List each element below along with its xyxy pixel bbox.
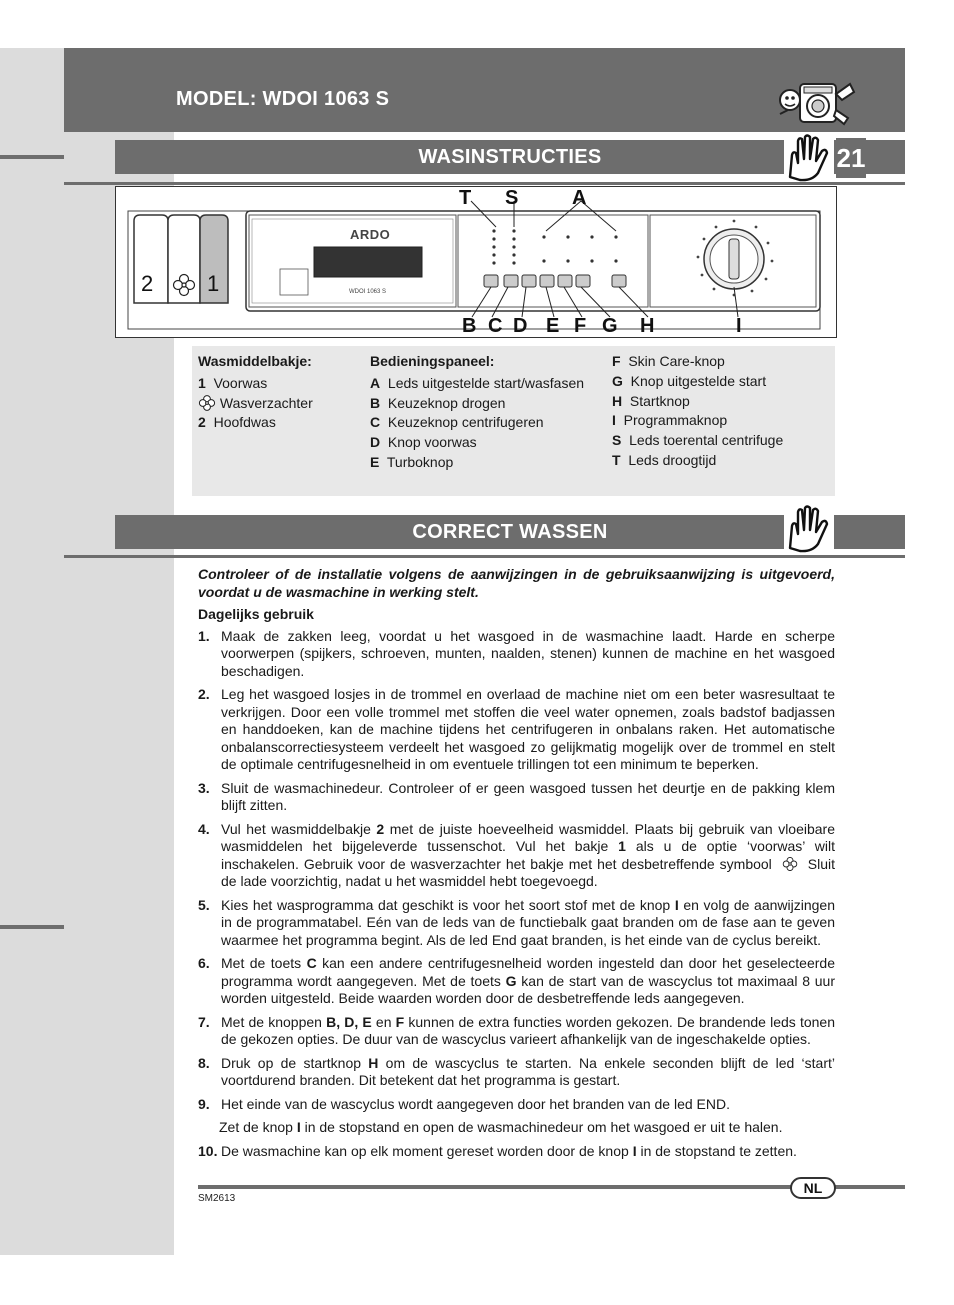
step-item: 6. Met de toets C kan een andere centrifugesnelheid worden ingesteld dan door het geselecteerde programma wordt aangegeven. Met de toets G kan de start van de wascyclus tot maximaal 8 uur worden uitgesteld. Beide waarden worden door de desbetreffende leds aangegeven. xyxy=(198,955,835,1006)
figure-letter-c: C xyxy=(488,315,503,337)
step-item: 2. Leg het wasgoed losjes in de trommel en overlaad de machine niet om een beter wasresultaat te verkrijgen. Door een volle trommel met stoffen die veel water opnemen, zoals badstof badjassen en handdoeken, kan de machine tijdens het centrifugeren in onbalans raken. Het automatische onbalanscorrectiesysteem verdeelt het wasgoed zo gelijkmatig mogelijk over de trommel en stelt de optimale centrifugesnelheid in om eventuele trillingen tot een minimum te beperken. xyxy=(198,686,835,772)
legend-item: E Turboknop xyxy=(370,453,454,470)
hand-icon xyxy=(784,504,834,554)
drawer-label-2: 2 xyxy=(141,271,154,296)
figure-letter-b: B xyxy=(462,315,477,337)
legend-item: I Programmaknop xyxy=(612,412,728,429)
model-title: MODEL: WDOI 1063 S xyxy=(176,88,390,110)
legend-item: Wasverzachter xyxy=(198,394,313,414)
softener-flower-icon xyxy=(777,857,803,871)
step-item: 4. Vul het wasmiddelbakje 2 met de juiste hoeveelheid wasmiddel. Plaats bij gebruik van vloeibare wasmiddelen het bijgeleverde tussenschot. Vul het bakje 1 als u de optie ‘voorwas’ wilt inschakelen. Gebruik voor de wasverzachter het bakje met het desbetreffende symbool Sluit de lade voorzichtig, nadat u het wasmiddel hebt toegevoegd. xyxy=(198,820,836,889)
legend-box xyxy=(192,346,835,496)
legend-item: H Startknop xyxy=(612,392,690,409)
figure-letter-h: H xyxy=(640,315,655,337)
figure-letter-g: G xyxy=(602,315,618,337)
legend-item: A Leds uitgestelde start/wasfasen xyxy=(370,374,585,391)
subheading: Dagelijks gebruik xyxy=(198,606,314,622)
page-number: 21 xyxy=(836,138,866,178)
step-item: 8. Druk op de startknop H om de wascyclus te starten. Na enkele seconden blijft de led ‘start’ voortdurend branden. Dit betekent dat het programma is gestart. xyxy=(198,1054,835,1088)
legend-item: C Keuzeknop centrifugeren xyxy=(370,414,544,431)
legend-control-panel-cont xyxy=(612,352,783,471)
hand-icon-box xyxy=(784,504,834,554)
hand-icon-box xyxy=(784,133,834,183)
legend-item: G Knop uitgestelde start xyxy=(612,372,767,389)
softener-flower-icon xyxy=(198,395,216,411)
figure-letter-f: F xyxy=(574,315,587,337)
legend-item: F Skin Care-knop xyxy=(612,353,725,369)
divider-line xyxy=(64,555,905,558)
step-item: 5. Kies het wasprogramma dat geschikt is voor het soort stof met de knop I en volg de aanwijzingen in de programmatabel. Eén van de leds van de functiebalk gaat branden om de fase aan te geven waarmee het programma begint. Als de led End gaat branden, is het einde van de cyclus bereikt. xyxy=(198,896,835,948)
drawer-label-1: 1 xyxy=(207,271,220,296)
legend-item: B Keuzeknop drogen xyxy=(370,394,506,411)
control-panel-drawing xyxy=(116,187,835,336)
legend-item: S Leds toerental centrifuge xyxy=(612,432,784,449)
divider-line xyxy=(64,182,905,185)
step-item: 3. Sluit de wasmachinedeur. Controleer of er geen wasgoed tussen het deurtje en de pakking klem blijft zitten. xyxy=(198,779,835,813)
section-title: WASINSTRUCTIES xyxy=(418,146,602,168)
left-margin-bar xyxy=(0,925,64,929)
legend-item: T Leds droogtijd xyxy=(612,451,717,468)
figure-letter-d: D xyxy=(513,315,528,337)
figure-letter-i: I xyxy=(736,315,742,337)
document-code: SM2613 xyxy=(198,1193,236,1204)
legend-detergent-drawer xyxy=(198,352,313,433)
figure-letter-t: T xyxy=(459,187,472,209)
legend-item: 1 Voorwas xyxy=(198,374,268,391)
figure-letter-a: A xyxy=(572,187,587,209)
control-panel-figure xyxy=(115,186,837,338)
step-item: 9. Het einde van de wascyclus wordt aangegeven door het branden van de led END. xyxy=(198,1095,730,1112)
legend-item: D Knop voorwas xyxy=(370,434,477,451)
step-item-continued: Zet de knop I in de stopstand en open de wasmachinedeur om het wasgoed er uit te halen. xyxy=(219,1119,783,1135)
section-title: CORRECT WASSEN xyxy=(412,521,608,543)
figure-letter-e: E xyxy=(546,315,560,337)
instructions-body xyxy=(198,566,835,1166)
legend-item: 2 Hoofdwas xyxy=(198,414,276,431)
brand-logo: ARDO xyxy=(350,227,391,242)
legend-heading: Wasmiddelbakje: xyxy=(198,353,312,369)
legend-control-panel xyxy=(370,352,584,473)
legend-heading: Bedieningspaneel: xyxy=(370,353,495,369)
step-item: 7. Met de knoppen B, D, E en F kunnen de extra functies worden gekozen. De brandende leds tonen de gekozen opties. De duur van de wascyclus varieert afhankelijk van de ingeschakelde opties. xyxy=(198,1013,835,1047)
hand-icon xyxy=(784,133,834,183)
language-badge: NL xyxy=(790,1177,836,1199)
intro-paragraph: Controleer of de installatie volgens de aanwijzingen in de gebruiksaanwijzing is uitgevoerd, voordat u de wasmachine in werking stelt. xyxy=(198,566,835,600)
small-model-label: WDOI 1063 S xyxy=(349,289,387,295)
step-item: 1. Maak de zakken leeg, voordat u het wasgoed in de wasmachine laadt. Harde en scherpe voorwerpen (spijkers, schroeven, munten, naalden, stenen) kunnen de machine en het wasgoed beschadigen. xyxy=(198,627,835,679)
step-item: 10. De wasmachine kan op elk moment gereset worden door de knop I in de stopstand te zetten. xyxy=(198,1142,797,1159)
washing-machine-mascot-icon xyxy=(776,78,858,128)
figure-letter-s: S xyxy=(505,187,519,209)
left-margin-bar xyxy=(0,155,64,159)
